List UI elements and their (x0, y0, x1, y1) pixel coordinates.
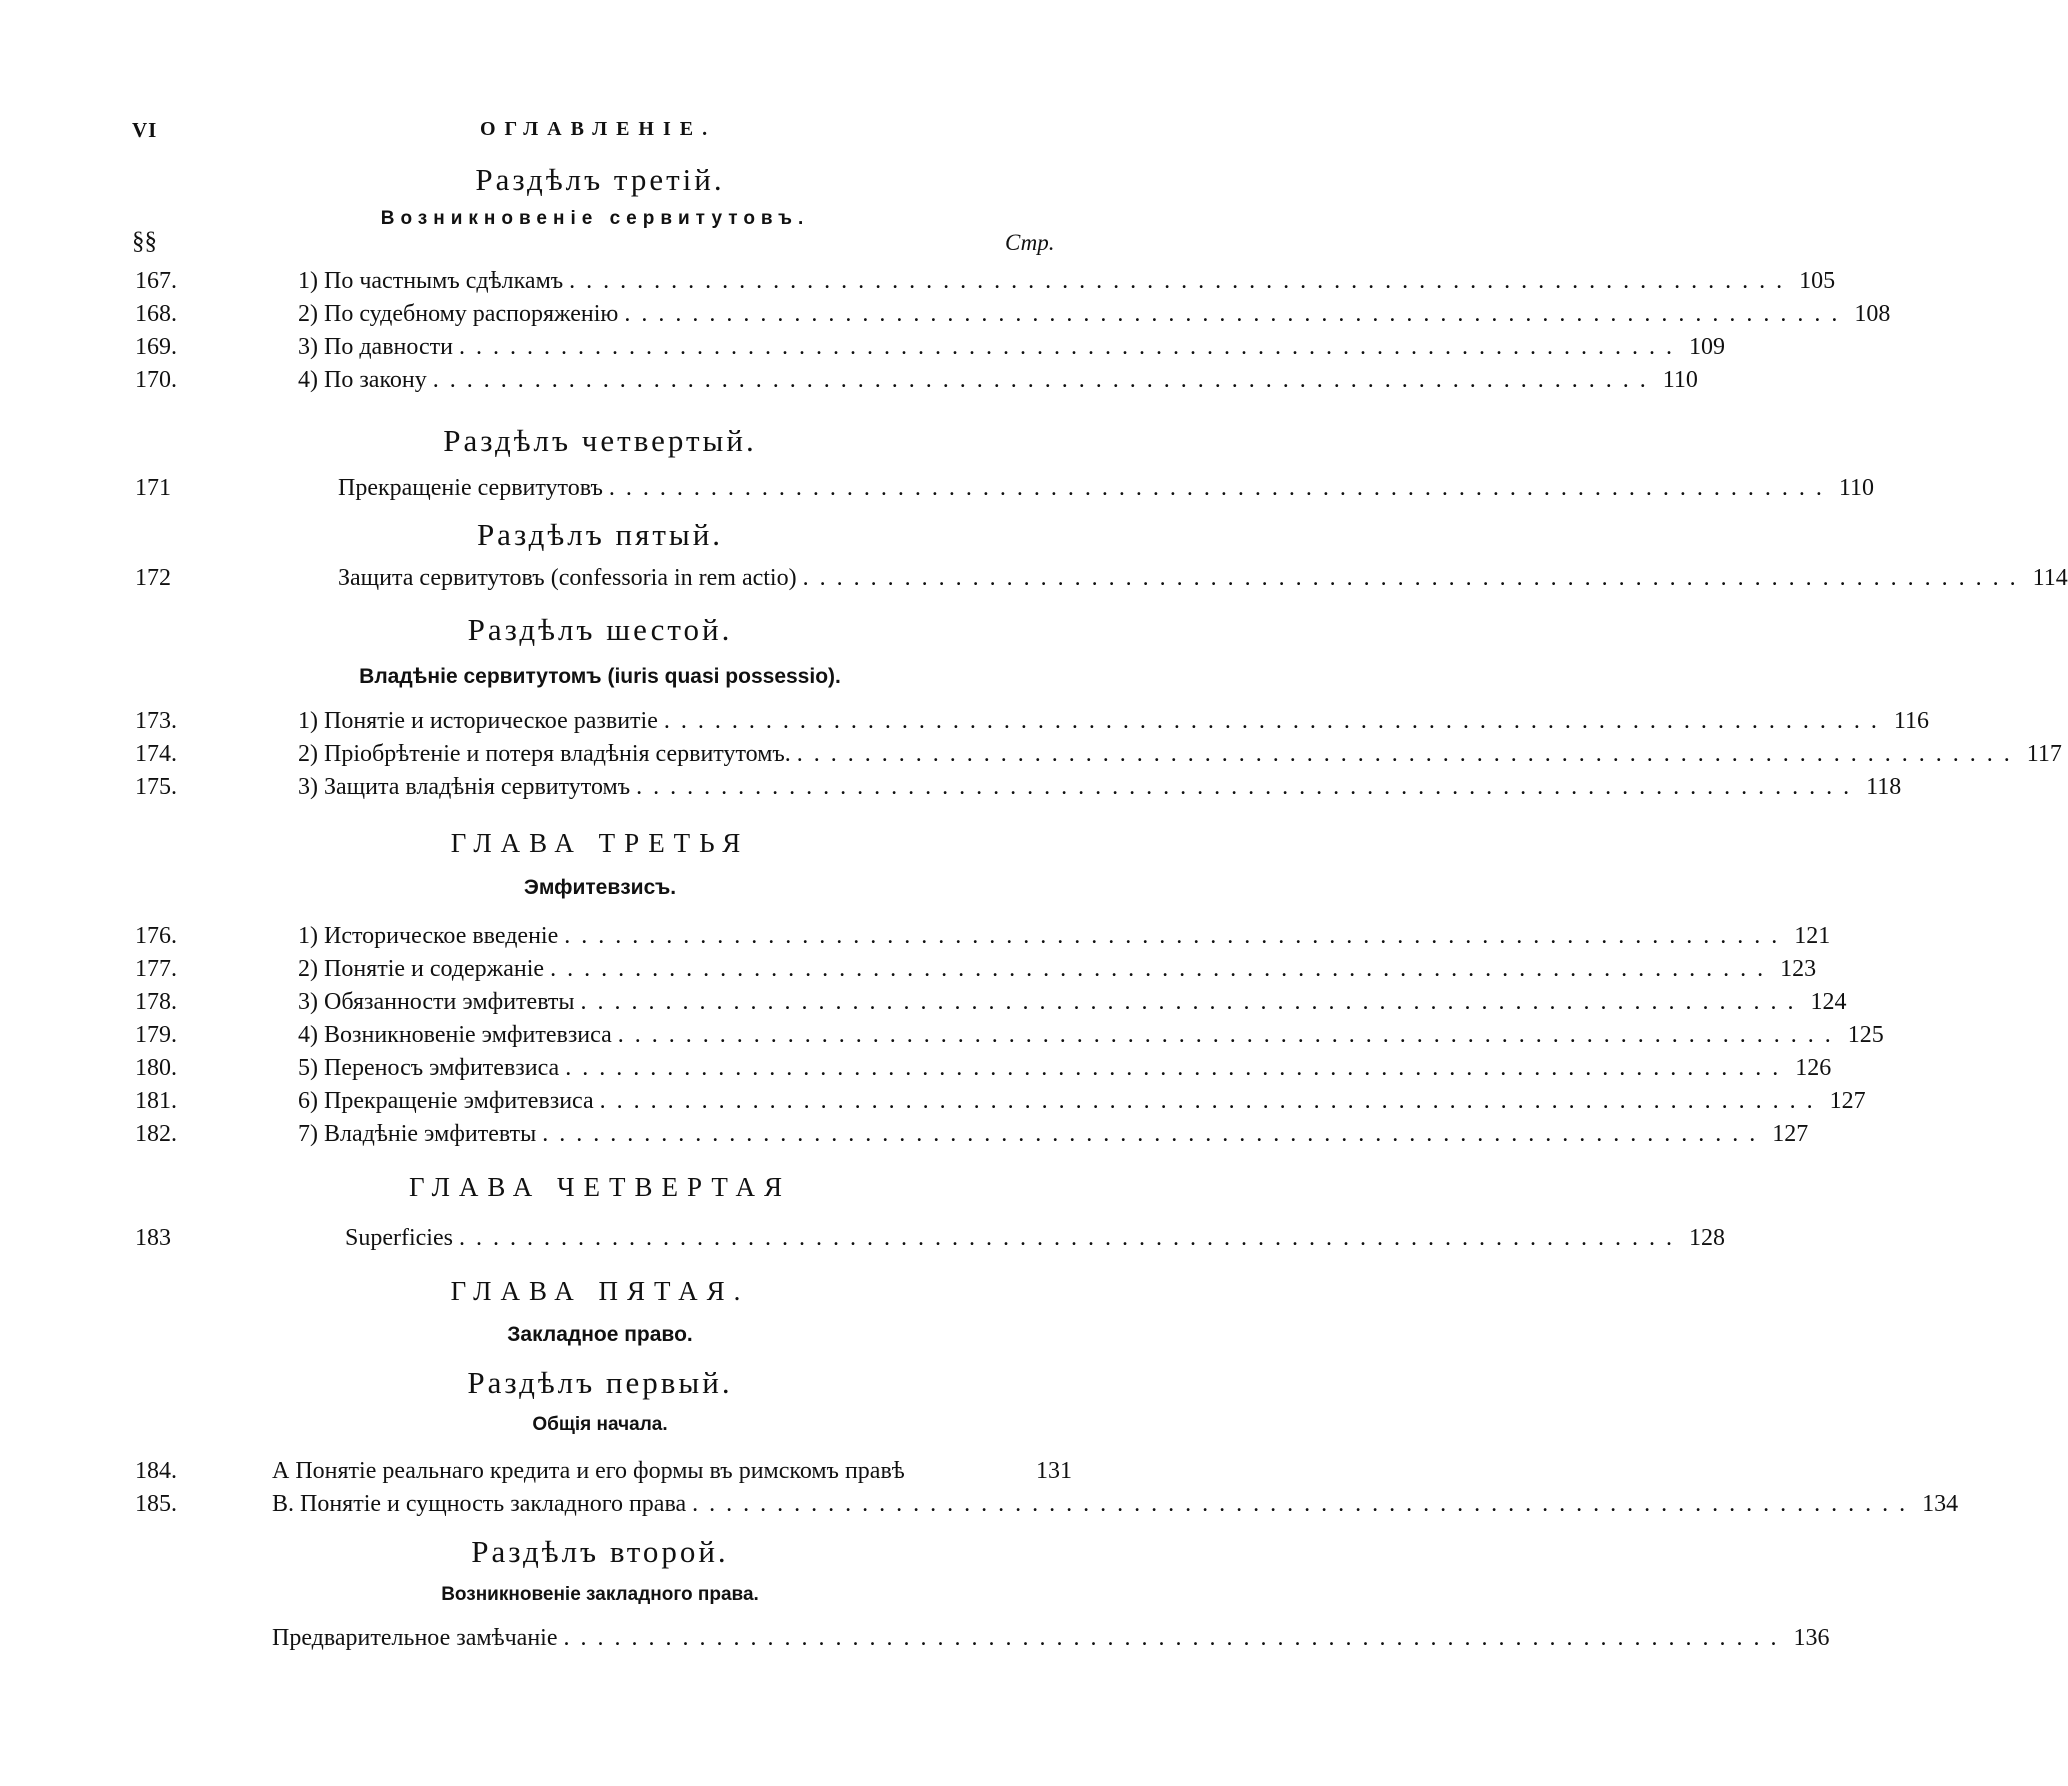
entry-number: 171 (135, 475, 171, 501)
toc-entry (0, 475, 1874, 509)
chapter-heading-4: ГЛАВА ЧЕТВЕРТАЯ (409, 1172, 791, 1202)
entry-page: 121 (1794, 923, 1831, 949)
section-heading-ch5-1: Раздѣлъ первый. (467, 1365, 733, 1400)
toc-entry (0, 1088, 1866, 1122)
dot-leader: ........................................................................ (617, 1022, 1842, 1048)
toc-entry (0, 989, 1847, 1023)
entry-page: 114 (2032, 565, 2068, 591)
entry-number: 182. (135, 1121, 177, 1147)
entry-page: 105 (1799, 268, 1836, 294)
entry-title: 5) Переносъ эмфитевзиса (298, 1055, 560, 1081)
toc-entry (0, 301, 1891, 335)
dot-leader: ........................................................................ (458, 1225, 1683, 1251)
entry-page: 110 (1662, 367, 1698, 393)
section-subtitle-ch5-1: Общія начала. (532, 1414, 668, 1435)
entry-title: 7) Владѣніе эмфитевты (298, 1121, 537, 1147)
dot-leader: ........................................................................ (692, 1491, 1917, 1517)
section-heading-4: Раздѣлъ четвертый. (443, 423, 757, 458)
section-subtitle-3: Возникновеніе сервитутовъ. (380, 208, 810, 229)
toc-entry (0, 1055, 1832, 1089)
entry-number: 183 (135, 1225, 171, 1251)
entry-number: 179. (135, 1022, 177, 1048)
entry-number: 168. (135, 301, 177, 327)
entry-number: 185. (135, 1491, 177, 1517)
entry-page: 117 (2026, 741, 2062, 767)
entry-page: 109 (1688, 334, 1725, 360)
section-heading-5: Раздѣлъ пятый. (476, 517, 724, 552)
section-subtitle-6: Владѣніе сервитутомъ (iuris quasi possessio). (359, 665, 841, 688)
entry-page: 131 (1036, 1458, 1072, 1484)
entry-page: 127 (1772, 1121, 1809, 1147)
entry-number: 178. (135, 989, 177, 1015)
toc-entry (0, 1121, 1809, 1155)
chapter-subtitle-3: Эмфитевзисъ. (523, 876, 677, 899)
entry-title: 3) По давности (298, 334, 453, 360)
dot-leader: ........................................................................ (802, 565, 2027, 591)
entry-page: 134 (1922, 1491, 1959, 1517)
toc-entry (0, 774, 1902, 808)
section-subtitle-ch5-2: Возникновеніе закладного права. (441, 1584, 759, 1605)
section-heading-ch5-2: Раздѣлъ второй. (471, 1534, 729, 1569)
entry-title: Superficies (345, 1225, 453, 1251)
toc-entry (0, 565, 2068, 599)
entry-title: 1) Историческое введеніе (298, 923, 559, 949)
entry-title: Прекращеніе сервитутовъ (338, 475, 603, 501)
toc-entry (0, 1225, 1725, 1259)
entry-title: Защита сервитутовъ (confessoria in rem actio) (338, 565, 797, 591)
entry-number: 176. (135, 923, 177, 949)
entry-page: 108 (1854, 301, 1891, 327)
dot-leader: ........................................................................ (432, 367, 1657, 393)
entry-title: 4) Возникновеніе эмфитевзиса (298, 1022, 612, 1048)
toc-entry (0, 956, 1817, 990)
toc-entry (0, 1491, 1959, 1525)
entry-number: 180. (135, 1055, 177, 1081)
toc-entry (0, 1022, 1884, 1056)
entry-page: 128 (1688, 1225, 1725, 1251)
entry-page: 123 (1780, 956, 1817, 982)
chapter-subtitle-5: Закладное право. (507, 1323, 693, 1346)
toc-entry (0, 1458, 1259, 1492)
entry-number: 170. (135, 367, 177, 393)
paragraph-column-label: §§ (132, 228, 157, 255)
entry-page: 116 (1893, 708, 1929, 734)
entry-title: 6) Прекращеніе эмфитевзиса (298, 1088, 594, 1114)
entry-number: 184. (135, 1458, 177, 1484)
entry-title: Предварительное замѣчаніе (272, 1625, 558, 1651)
dot-leader: ........................................................................ (458, 334, 1683, 360)
entry-number: 175. (135, 774, 177, 800)
dot-leader: ........................................................................ (564, 923, 1789, 949)
entry-title: 1) Понятіе и историческое развитіе (298, 708, 658, 734)
dot-leader: ........................................................................ (542, 1121, 1767, 1147)
entry-page: 110 (1838, 475, 1874, 501)
dot-leader: ........................................................................ (608, 475, 1833, 501)
toc-entry (0, 923, 1831, 957)
entry-title: 2) Пріобрѣтеніе и потеря владѣнія сервитутомъ. (298, 741, 791, 767)
entry-title: 1) По частнымъ сдѣлкамъ (298, 268, 564, 294)
entry-title: 2) По судебному распоряженію (298, 301, 619, 327)
entry-number: 177. (135, 956, 177, 982)
dot-leader: ........................................................................ (563, 1625, 1788, 1651)
chapter-heading-5: ГЛАВА ПЯТАЯ. (450, 1276, 750, 1306)
dot-leader: ........................................................................ (636, 774, 1861, 800)
entry-title: 4) По закону (298, 367, 427, 393)
entry-page: 125 (1847, 1022, 1884, 1048)
entry-page: 124 (1810, 989, 1847, 1015)
toc-entry (0, 268, 1836, 302)
dot-leader: ........................................................................ (624, 301, 1849, 327)
dot-leader: ........................................................................ (569, 268, 1794, 294)
toc-entry (0, 367, 1698, 401)
toc-entry (0, 1625, 1830, 1659)
entry-number: 167. (135, 268, 177, 294)
entry-title: 3) Обязанности эмфитевты (298, 989, 575, 1015)
dot-leader: ........................................................................ (580, 989, 1805, 1015)
toc-entry (0, 334, 1725, 368)
entry-page: 127 (1829, 1088, 1866, 1114)
entry-number: 172 (135, 565, 171, 591)
entry-number: 173. (135, 708, 177, 734)
dot-leader: ........................................................................ (565, 1055, 1790, 1081)
dot-leader: ........................................................................ (599, 1088, 1824, 1114)
dot-leader: ........................................................................ (550, 956, 1775, 982)
section-heading-6: Раздѣлъ шестой. (467, 612, 733, 647)
chapter-heading-3: ГЛАВА ТРЕТЬЯ (450, 828, 750, 858)
section-heading-3: Раздѣлъ третій. (475, 162, 725, 197)
entry-number: 181. (135, 1088, 177, 1114)
entry-number: 169. (135, 334, 177, 360)
entry-page: 126 (1795, 1055, 1832, 1081)
entry-page: 118 (1866, 774, 1902, 800)
page-number: VI (132, 118, 158, 142)
entry-title: В. Понятіе и сущность закладного права (272, 1491, 687, 1517)
entry-title: А Понятіе реальнаго кредита и его формы въ римскомъ правѣ (272, 1458, 905, 1484)
dot-leader: ........................................................................ (796, 741, 2021, 767)
running-title: ОГЛАВЛЕНІЕ. (480, 118, 717, 140)
toc-entry (0, 741, 2062, 775)
entry-number: 174. (135, 741, 177, 767)
entry-title: 2) Понятіе и содержаніе (298, 956, 545, 982)
toc-entry (0, 708, 1929, 742)
entry-page: 136 (1793, 1625, 1830, 1651)
dot-leader: ........................................................................ (663, 708, 1888, 734)
entry-title: 3) Защита владѣнія сервитутомъ (298, 774, 631, 800)
page-column-label: Стр. (1005, 230, 1055, 255)
